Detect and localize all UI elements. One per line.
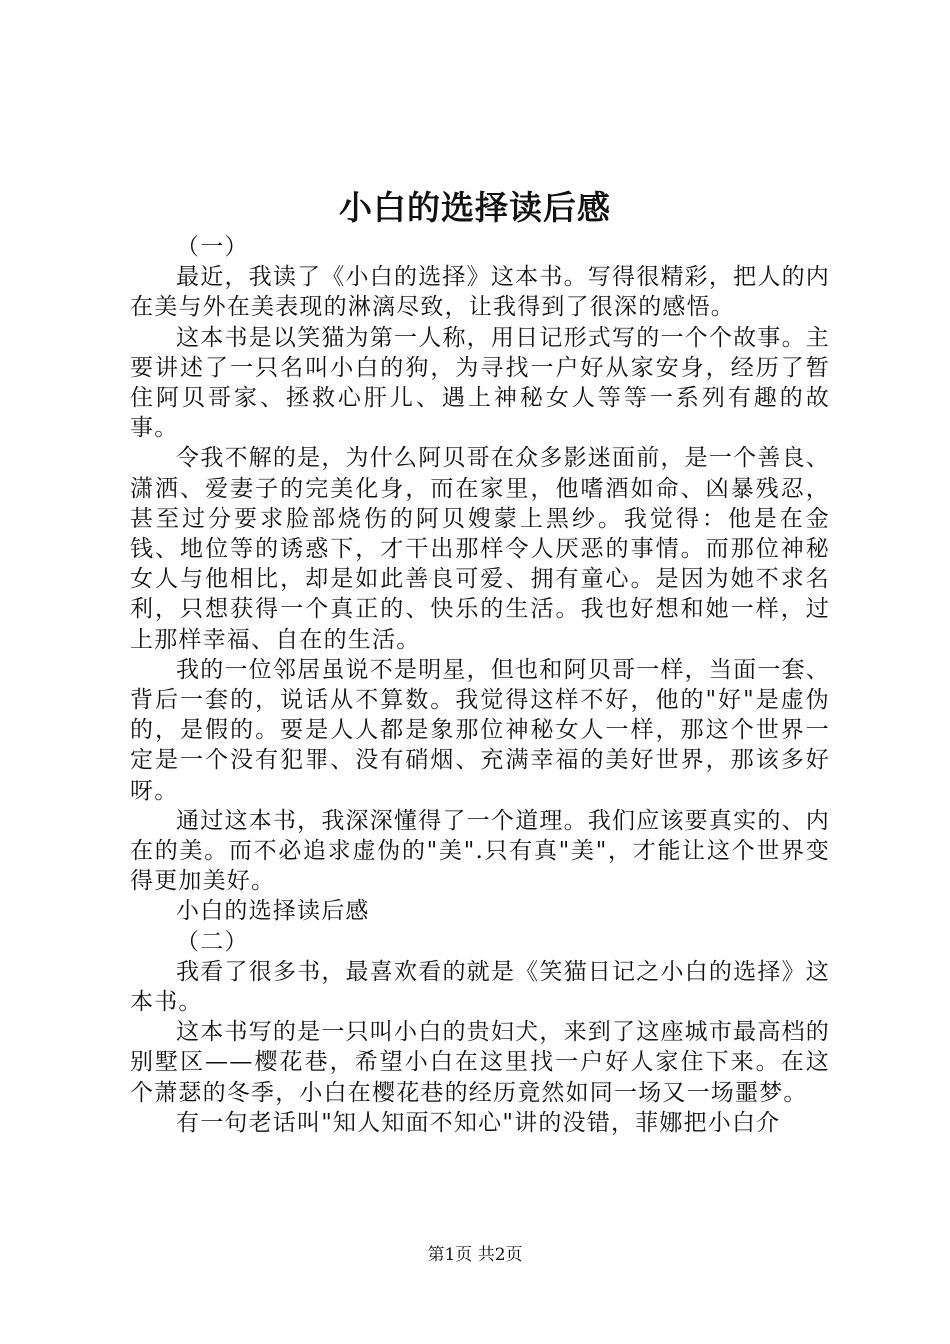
document-title: 小白的选择读后感 (339, 188, 611, 227)
document-body (130, 232, 830, 1138)
paragraph: 这本书是以笑猫为第一人称，用日记形式写的一个个故事。主要讲述了一只名叫小白的狗，为寻找一户好从家安身，经历了暂住阿贝哥家、拯救心肝儿、遇上神秘女人等等一系列有趣的故事。 (130, 324, 830, 442)
section-heading-1: （一） (176, 234, 249, 260)
paragraph: 我看了很多书，最喜欢看的就是《笑猫日记之小白的选择》这本书。 (130, 958, 830, 1016)
subheading: 小白的选择读后感 (176, 898, 370, 925)
page-footer: 第1页 共2页 (427, 1245, 523, 1265)
paragraph: 令我不解的是，为什么阿贝哥在众多影迷面前，是一个善良、潇洒、爱妻子的完美化身，而在家里，他嗜酒如命、凶暴残忍，甚至过分要求脸部烧伤的阿贝嫂蒙上黑纱。我觉得：他是在金钱、地位等的诱惑下，才干出那样令人厌恶的事情。而那位神秘女人与他相比，却是如此善良可爱、拥有童心。是因为她不求名利，只想获得一个真正的、快乐的生活。我也好想和她一样，过上那样幸福、自在的生活。 (130, 445, 830, 653)
paragraph: 我的一位邻居虽说不是明星，但也和阿贝哥一样，当面一套、背后一套的，说话从不算数。我觉得这样不好，他的"好"是虚伪的，是假的。要是人人都是象那位神秘女人一样，那这个世界一定是一个没有犯罪、没有硝烟、充满幸福的美好世界，那该多好呀。 (130, 656, 830, 804)
paragraph: 这本书写的是一只叫小白的贵妇犬，来到了这座城市最高档的别墅区——樱花巷，希望小白在这里找一户好人家住下来。在这个萧瑟的冬季，小白在樱花巷的经历竟然如同一场又一场噩梦。 (130, 1019, 830, 1106)
section-heading-2: （二） (176, 928, 249, 955)
paragraph: 有一句老话叫"知人知面不知心"讲的没错，菲娜把小白介 (176, 1109, 781, 1136)
paragraph: 最近，我读了《小白的选择》这本书。写得很精彩，把人的内在美与外在美表现的淋漓尽致，让我得到了很深的感悟。 (130, 264, 830, 321)
paragraph: 通过这本书，我深深懂得了一个道理。我们应该要真实的、内在的美。而不必追求虚伪的"美".只有真"美"，才能让这个世界变得更加美好。 (130, 807, 830, 895)
